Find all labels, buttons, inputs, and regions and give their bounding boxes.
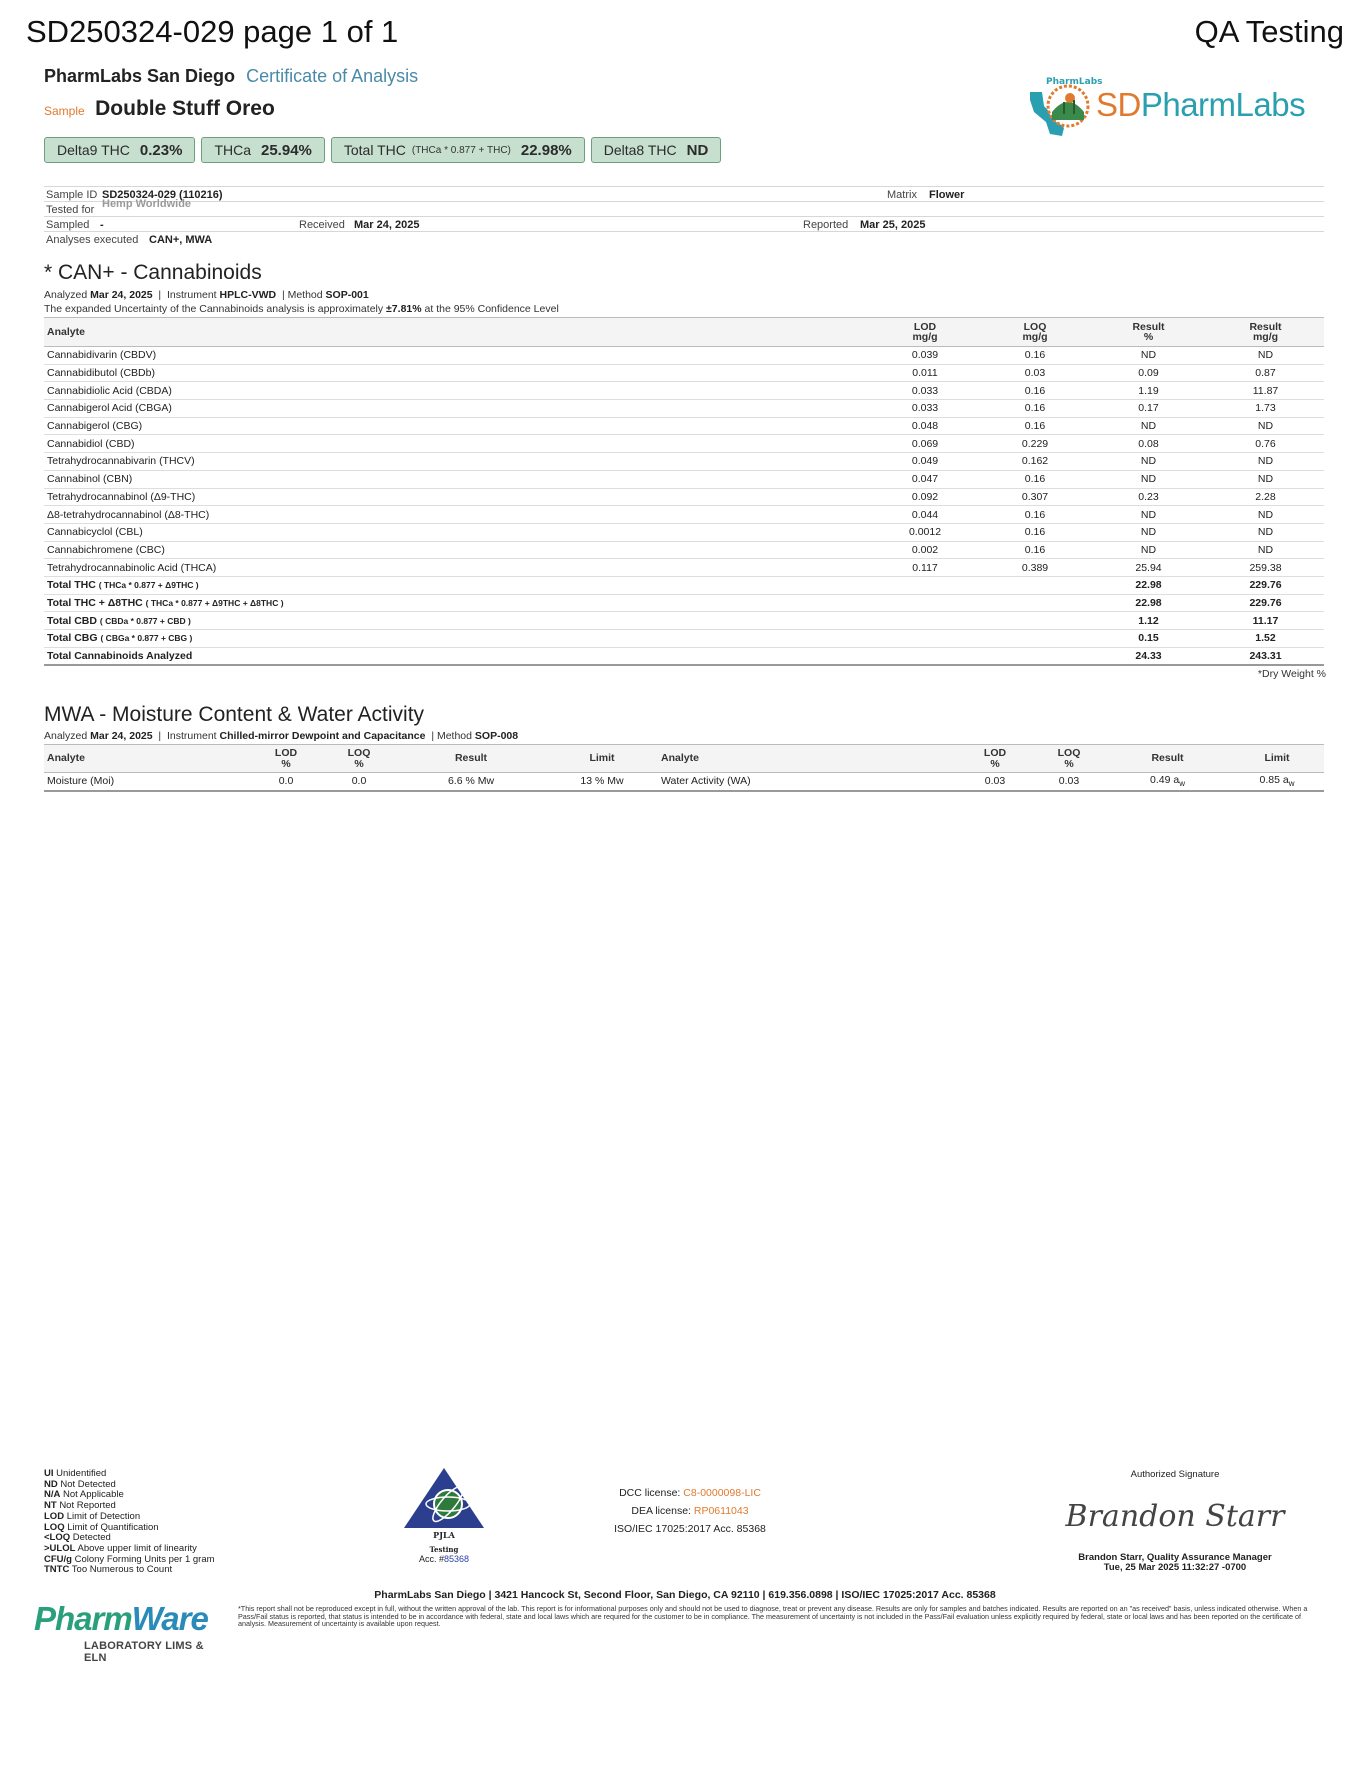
badge-total-thc [331, 137, 585, 163]
lod-value: 0.033 [870, 382, 980, 400]
analyte-name: Cannabidiol (CBD) [44, 435, 870, 453]
dry-weight-note: *Dry Weight % [1257, 668, 1326, 680]
total-formula: ( CBGa * 0.877 + CBG ) [100, 633, 193, 644]
method-value: SOP-008 [474, 730, 519, 742]
lod-value: 0.092 [870, 488, 980, 506]
analyte-name: Δ8-tetrahydrocannabinol (Δ8-THC) [44, 506, 870, 524]
pharmware-wordmark: PharmWare [34, 1600, 208, 1637]
badge-thca [201, 137, 324, 163]
loq-value: 0.16 [980, 417, 1090, 435]
empty-cell [980, 647, 1090, 665]
total-name: Total Cannabinoids Analyzed [47, 649, 193, 662]
lod-value: 0.002 [870, 541, 980, 559]
instrument-value: HPLC-VWD [219, 289, 277, 301]
col-loq: LOQ mg/g [980, 318, 1090, 347]
col-result-pct: Result % [1090, 318, 1207, 347]
cannabinoids-table [44, 317, 1324, 666]
analyte-name: Cannabidivarin (CBDV) [44, 347, 870, 365]
tested-for-label: Tested for [46, 204, 95, 216]
col-loq: LOQ % [323, 745, 395, 773]
result-pct: ND [1090, 470, 1207, 488]
abbreviation-legend [44, 1469, 215, 1576]
result-mg: 229.76 [1207, 594, 1324, 612]
uncertainty-note [44, 303, 559, 315]
lod-value: 0.0 [249, 773, 323, 791]
matrix-label: Matrix [887, 189, 917, 201]
result-mg: ND [1207, 417, 1324, 435]
limit-value: 0.85 $a_w$ [1230, 773, 1324, 791]
info-row-tested-for [44, 198, 1324, 216]
total-name: Total THC + Δ8THC [47, 596, 143, 609]
analyzed-date: Mar 24, 2025 [90, 730, 153, 742]
analyses-value: CAN+, MWA [149, 234, 213, 246]
pjla-accreditation [398, 1466, 490, 1564]
table-header-row [44, 745, 1324, 773]
badge-value: 25.94% [261, 141, 312, 159]
col-loq-2: LOQ % [1033, 745, 1105, 773]
total-label [44, 647, 870, 665]
info-row-sample-id [44, 186, 1324, 201]
svg-text:PharmLabs: PharmLabs [1046, 77, 1103, 87]
sampled-value: - [100, 219, 104, 231]
instrument-label: Instrument [167, 289, 217, 301]
method-label: Method [287, 289, 323, 301]
lod-value: 0.049 [870, 453, 980, 471]
analyzed-label: Analyzed [44, 289, 88, 301]
legend-item: ND Not Detected [44, 1478, 116, 1490]
col-analyte-2: Analyte [657, 745, 957, 773]
result-pct: ND [1090, 453, 1207, 471]
analyte-name: Cannabidiolic Acid (CBDA) [44, 382, 870, 400]
badge-label: Delta8 THC [603, 142, 677, 158]
result-pct: ND [1090, 417, 1207, 435]
result-pct: ND [1090, 523, 1207, 541]
badge-delta8-thc [591, 137, 722, 163]
result-value: 0.49 $a_w$ [1105, 773, 1230, 791]
badge-label: Total THC [343, 142, 406, 158]
result-mg: 11.17 [1207, 612, 1324, 630]
matrix-value: Flower [929, 189, 965, 201]
lod-value: 0.044 [870, 506, 980, 524]
received-value: Mar 24, 2025 [354, 219, 420, 231]
analyte-name: Tetrahydrocannabivarin (THCV) [44, 453, 870, 471]
result-pct: 0.17 [1090, 400, 1207, 418]
info-row-analyses [44, 231, 1324, 246]
legend-item: <LOQ Detected [44, 1532, 111, 1544]
signature-date: Tue, 25 Mar 2025 11:32:27 -0700 [1103, 1562, 1247, 1573]
analyte-water-activity: Water Activity (WA) [657, 773, 957, 791]
lab-address: PharmLabs San Diego | 3421 Hancock St, Second Floor, San Diego, CA 92110 | 619.356.0898 | ISO/IEC 17025:2017 Acc. 85368 [374, 1589, 996, 1601]
table-row [44, 435, 1324, 453]
total-label [44, 630, 870, 648]
signature-block [1040, 1469, 1310, 1573]
sample-label: Sample [44, 104, 85, 118]
result-mg: 0.87 [1207, 364, 1324, 382]
result-mg: 11.87 [1207, 382, 1324, 400]
logo-pharmlabs: PharmLabs [1140, 86, 1306, 123]
analyzed-date: Mar 24, 2025 [90, 289, 153, 301]
loq-value: 0.0 [323, 773, 395, 791]
analyte-name: Cannabidibutol (CBDb) [44, 364, 870, 382]
result-pct: ND [1090, 347, 1207, 365]
legend-item: UI Unidentified [44, 1468, 107, 1479]
uncertainty-value: ±7.81% [386, 303, 422, 315]
result-pct: 22.98 [1090, 594, 1207, 612]
result-mg: ND [1207, 470, 1324, 488]
can-analysis-meta: Analyzed Mar 24, 2025 | Instrument HPLC-VWD | Method SOP-001 [44, 289, 369, 301]
result-pct: 0.08 [1090, 435, 1207, 453]
table-row [44, 506, 1324, 524]
col-lod-2: LOD % [957, 745, 1033, 773]
sampled-label: Sampled [46, 219, 90, 231]
col-result-mg: Result mg/g [1207, 318, 1324, 347]
analyte-name: Cannabichromene (CBC) [44, 541, 870, 559]
loq-value: 0.307 [980, 488, 1090, 506]
loq-value: 0.16 [980, 382, 1090, 400]
legend-item: LOQ Limit of Quantification [44, 1521, 159, 1533]
pjla-acc: Acc. #85368 [418, 1554, 470, 1564]
col-result-2: Result [1105, 745, 1230, 773]
total-formula: ( THCa * 0.877 + Δ9THC ) [98, 580, 199, 591]
col-result: Result [395, 745, 547, 773]
total-row [44, 630, 1324, 648]
result-mg: ND [1207, 347, 1324, 365]
result-pct: 22.98 [1090, 576, 1207, 594]
result-pct: 24.33 [1090, 647, 1207, 665]
loq-value: 0.16 [980, 347, 1090, 365]
table-row [44, 417, 1324, 435]
pjla-sub: Testing [429, 1545, 459, 1554]
result-mg: 243.31 [1207, 647, 1324, 665]
uncertainty-post: at the 95% Confidence Level [424, 303, 559, 315]
loq-value: 0.16 [980, 470, 1090, 488]
legend-item: N/A Not Applicable [44, 1489, 124, 1501]
badge-formula: (THCa * 0.877 + THC) [411, 144, 511, 156]
doc-type: Certificate of Analysis [246, 66, 419, 86]
loq-value: 0.16 [980, 506, 1090, 524]
result-pct: 0.09 [1090, 364, 1207, 382]
sample-name: Double Stuff Oreo [95, 97, 275, 120]
total-label [44, 612, 870, 630]
table-row [44, 773, 1324, 791]
instrument-label: Instrument [167, 730, 217, 742]
legend-item: >ULOL Above upper limit of linearity [44, 1542, 197, 1554]
page-id-title: SD250324-029 page 1 of 1 [26, 14, 399, 49]
received-label: Received [299, 219, 345, 231]
col-analyte: Analyte [44, 318, 870, 347]
result-pct: ND [1090, 541, 1207, 559]
california-badge-icon [1024, 72, 1103, 142]
licenses-block [580, 1484, 800, 1538]
tested-for-value: Hemp Worldwide [102, 198, 192, 210]
legend-item: CFU/g Colony Forming Units per 1 gram [44, 1553, 215, 1565]
logo-sd: SD [1096, 86, 1141, 123]
badge-value: ND [686, 141, 709, 159]
total-label [44, 576, 870, 594]
analyte-name: Cannabigerol (CBG) [44, 417, 870, 435]
total-name: Total CBG [47, 632, 98, 645]
lod-value: 0.039 [870, 347, 980, 365]
total-name: Total THC [47, 579, 96, 592]
table-row [44, 488, 1324, 506]
sample-id-value: SD250324-029 (110216) [102, 189, 223, 201]
empty-cell [870, 576, 980, 594]
col-lod: LOD mg/g [870, 318, 980, 347]
total-row [44, 594, 1324, 612]
result-pct: 1.19 [1090, 382, 1207, 400]
result-value: 6.6 % Mw [395, 773, 547, 791]
table-row [44, 559, 1324, 577]
moisture-table [44, 744, 1324, 792]
result-pct: 25.94 [1090, 559, 1207, 577]
loq-value: 0.03 [980, 364, 1090, 382]
logo-wordmark [1096, 86, 1305, 124]
analyzed-label: Analyzed [44, 730, 88, 742]
loq-value: 0.162 [980, 453, 1090, 471]
method-label: Method [436, 730, 472, 742]
table-row [44, 470, 1324, 488]
legend-item: LOD Limit of Detection [44, 1510, 141, 1522]
signatory [1040, 1553, 1310, 1573]
col-analyte: Analyte [44, 745, 249, 773]
badge-value: 22.98% [520, 141, 572, 159]
mwa-analysis-meta: Analyzed Mar 24, 2025 | Instrument Chilled-mirror Dewpoint and Capacitance | Method SOP-008 [44, 730, 519, 742]
result-pct: ND [1090, 506, 1207, 524]
loq-value: 0.389 [980, 559, 1090, 577]
signatory-name: Brandon Starr, Quality Assurance Manager [1078, 1552, 1272, 1563]
result-pct: 0.23 [1090, 488, 1207, 506]
result-mg: 2.28 [1207, 488, 1324, 506]
limit-value: 13 % Mw [547, 773, 657, 791]
analyte-name: Tetrahydrocannabinol (Δ9-THC) [44, 488, 870, 506]
iso-accreditation: ISO/IEC 17025:2017 Acc. 85368 [614, 1523, 766, 1535]
result-pct: 1.12 [1090, 612, 1207, 630]
lab-name: PharmLabs San Diego [44, 66, 236, 86]
loq-value: 0.16 [980, 400, 1090, 418]
info-row-dates [44, 216, 1324, 231]
total-label [44, 594, 870, 612]
lod-value: 0.011 [870, 364, 980, 382]
pharmware-tagline: LABORATORY LIMS & ELN [84, 1640, 204, 1664]
sample-id-label: Sample ID [46, 189, 98, 201]
lod-value: 0.0012 [870, 523, 980, 541]
loq-value: 0.229 [980, 435, 1090, 453]
result-mg: 259.38 [1207, 559, 1324, 577]
lod-value: 0.048 [870, 417, 980, 435]
reported-label: Reported [803, 219, 849, 231]
loq-value: 0.16 [980, 541, 1090, 559]
lod-value: 0.047 [870, 470, 980, 488]
lod-value: 0.069 [870, 435, 980, 453]
loq-value: 0.03 [1033, 773, 1105, 791]
empty-cell [870, 630, 980, 648]
result-mg: 229.76 [1207, 576, 1324, 594]
cannabinoids-body [44, 347, 1324, 665]
table-row [44, 400, 1324, 418]
analyte-moisture: Moisture (Moi) [44, 773, 249, 791]
empty-cell [980, 630, 1090, 648]
lod-value: 0.03 [957, 773, 1033, 791]
analyte-name: Cannabicyclol (CBL) [44, 523, 870, 541]
loq-value: 0.16 [980, 523, 1090, 541]
lod-value: 0.117 [870, 559, 980, 577]
table-row [44, 382, 1324, 400]
empty-cell [870, 594, 980, 612]
uncertainty-pre: The expanded Uncertainty of the Cannabinoids analysis is approximately [44, 303, 384, 315]
pharmware-logo [34, 1600, 214, 1664]
sdpharmlabs-logo [1024, 72, 1324, 142]
svg-text:Brandon Starr: Brandon Starr [1065, 1499, 1285, 1534]
analyte-name: Cannabigerol Acid (CBGA) [44, 400, 870, 418]
total-formula: ( THCa * 0.877 + Δ9THC + Δ8THC ) [145, 597, 284, 608]
summary-badges [44, 137, 721, 165]
instrument-value: Chilled-mirror Dewpoint and Capacitance [219, 730, 426, 742]
badge-label: THCa [214, 142, 251, 158]
result-pct: 0.15 [1090, 630, 1207, 648]
col-lod: LOD % [249, 745, 323, 773]
legend-item: NT Not Reported [44, 1500, 116, 1512]
total-row [44, 647, 1324, 665]
dea-license: DEA license: RP0611043 [631, 1505, 749, 1517]
can-section-title: * CAN+ - Cannabinoids [44, 261, 262, 284]
total-row [44, 612, 1324, 630]
badge-value: 0.23% [139, 141, 183, 159]
svg-text:PJLA: PJLA [433, 1530, 455, 1540]
empty-cell [870, 647, 980, 665]
result-mg: 1.52 [1207, 630, 1324, 648]
result-mg: ND [1207, 506, 1324, 524]
table-header-row [44, 318, 1324, 347]
result-mg: 1.73 [1207, 400, 1324, 418]
empty-cell [980, 612, 1090, 630]
department-title: QA Testing [1194, 14, 1344, 49]
pjla-logo-icon [398, 1466, 490, 1544]
analyte-name: Cannabinol (CBN) [44, 470, 870, 488]
legend-item: TNTC Too Numerous to Count [44, 1564, 173, 1576]
table-row [44, 541, 1324, 559]
result-mg: ND [1207, 541, 1324, 559]
lod-value: 0.033 [870, 400, 980, 418]
mwa-section-title: MWA - Moisture Content & Water Activity [44, 703, 425, 726]
table-row [44, 364, 1324, 382]
page-top-bar [26, 14, 1344, 54]
empty-cell [870, 612, 980, 630]
result-mg: 0.76 [1207, 435, 1324, 453]
total-name: Total CBD [47, 614, 97, 627]
analyses-label: Analyses executed [46, 234, 139, 246]
empty-cell [980, 594, 1090, 612]
handwritten-signature-icon [1060, 1490, 1290, 1540]
method-value: SOP-001 [325, 289, 369, 301]
sample-info [44, 186, 1324, 246]
dcc-license: DCC license: C8-0000098-LIC [619, 1487, 761, 1499]
badge-label: Delta9 THC [57, 142, 130, 158]
table-row [44, 347, 1324, 365]
disclaimer: *This report shall not be reproduced except in full, without the written approval of the lab. This report is for informational purposes only and should not be used to diagnose, treat or prevent any disease. Results are only for samples and batches indicated. Results are reported on an "as received" basis, unless indicated otherwise. When a Pass/Fail status is reported, that status is intended to be in accordance with federal, state and local laws which are required for the customer to be in compliance. The measurement of uncertainty is not included in the Pass/Fail evaluation unless explicitly required by federal, state or local laws and has been reported on the certificate of analysis. Measurement of uncertainty is available upon request. [238, 1604, 1308, 1629]
badge-delta9-thc [44, 137, 195, 163]
result-mg: ND [1207, 523, 1324, 541]
table-row [44, 523, 1324, 541]
total-formula: ( CBDa * 0.877 + CBD ) [99, 615, 191, 626]
total-row [44, 576, 1324, 594]
table-row [44, 453, 1324, 471]
col-limit: Limit [547, 745, 657, 773]
result-mg: ND [1207, 453, 1324, 471]
signature-title: Authorized Signature [1130, 1469, 1220, 1480]
analyte-name: Tetrahydrocannabinolic Acid (THCA) [44, 559, 870, 577]
reported-value: Mar 25, 2025 [860, 219, 926, 231]
col-limit-2: Limit [1230, 745, 1324, 773]
empty-cell [980, 576, 1090, 594]
